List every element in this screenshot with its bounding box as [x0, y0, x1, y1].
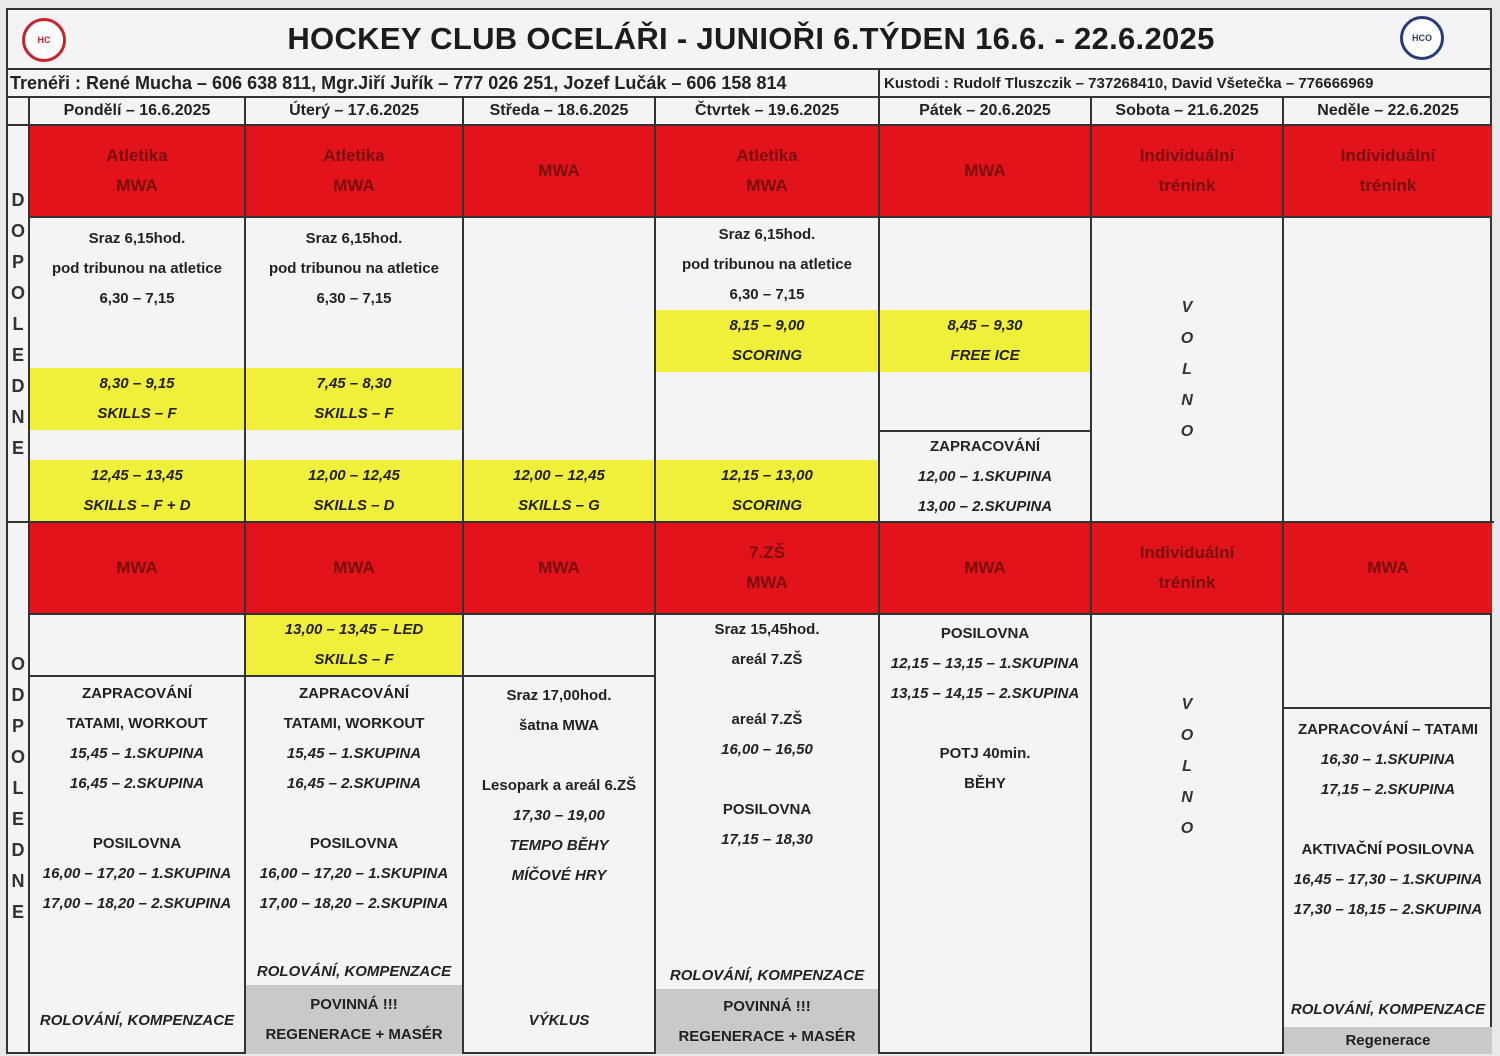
schedule-sheet	[6, 8, 1492, 1054]
pm-tue-regeneration: POVINNÁ !!! REGENERACE + MASÉR	[246, 985, 464, 1054]
pm-tue-program: ZAPRACOVÁNÍ TATAMI, WORKOUT 15,45 – 1.SKUPINA 16,45 – 2.SKUPINA POSILOVNA 16,00 – 17,20 – 1.SKUPINA 17,00 – 18,20 – 2.SKUPINA	[246, 677, 464, 959]
am-tue-skills-2: 12,00 – 12,45 SKILLS – D	[246, 460, 464, 521]
pm-thu-regeneration: POVINNÁ !!! REGENERACE + MASÉR	[656, 989, 880, 1054]
pm-sun-rolling: ROLOVÁNÍ, KOMPENZACE	[1290, 1001, 1486, 1018]
am-fri-warmup: ZAPRACOVÁNÍ 12,00 – 1.SKUPINA 13,00 – 2.SKUPINA	[880, 432, 1092, 521]
am-thu-gap	[656, 372, 880, 460]
am-sat-free: V O L N O	[1092, 218, 1284, 521]
pm-fri-program: POSILOVNA 12,15 – 13,15 – 1.SKUPINA 13,15 – 14,15 – 2.SKUPINA POTJ 40min. BĚHY	[880, 615, 1092, 1054]
side-label-morning: D O P O L E D N E	[8, 126, 30, 522]
pm-wed-program: Sraz 17,00hod. šatna MWA Lesopark a areál 6.ZŠ 17,30 – 19,00 TEMPO BĚHY MÍČOVÉ HRY	[464, 677, 656, 987]
pm-tue-rolling: ROLOVÁNÍ, KOMPENZACE	[246, 959, 464, 985]
pm-mon-program: ZAPRACOVÁNÍ TATAMI, WORKOUT 15,45 – 1.SKUPINA 16,45 – 2.SKUPINA POSILOVNA 16,00 – 17,20 – 1.SKUPINA 17,00 – 18,20 – 2.SKUPINA	[30, 677, 246, 987]
am-mon-gap	[30, 430, 246, 460]
pm-thu-rolling: ROLOVÁNÍ, KOMPENZACE	[656, 963, 880, 989]
am-tue-gap	[246, 430, 464, 460]
am-red-fri: MWA	[880, 126, 1092, 218]
am-fri-gap	[880, 372, 1092, 432]
am-red-sun: Individuální trénink	[1284, 126, 1492, 218]
pm-red-tue: MWA	[246, 523, 464, 615]
side-label-afternoon: O D P O L E D N E	[8, 523, 30, 1054]
am-red-tue: Atletika MWA	[246, 126, 464, 218]
coaches-info: Trenéři : René Mucha – 606 638 811, Mgr.Jiří Juřík – 777 026 251, Jozef Lučák – 606 158 814	[8, 68, 880, 96]
pm-mon-empty	[30, 615, 246, 677]
pm-sun-regeneration: Regenerace	[1284, 1027, 1492, 1054]
am-red-mon: Atletika MWA	[30, 126, 246, 218]
club-logo-right-icon: HCO	[1400, 16, 1444, 60]
day-header-tue: Úterý – 17.6.2025	[246, 96, 464, 126]
am-wed-empty	[464, 218, 656, 460]
am-thu-scoring-2: 12,15 – 13,00 SCORING	[656, 460, 880, 521]
keepers-info: Kustodi : Rudolf Tluszczik – 737268410, David Všetečka – 776666969	[880, 68, 1492, 96]
am-red-wed: MWA	[464, 126, 656, 218]
am-thu-meet: Sraz 6,15hod. pod tribunou na atletice 6,30 – 7,15	[656, 218, 880, 310]
day-header-wed: Středa – 18.6.2025	[464, 96, 656, 126]
am-mon-skills-2: 12,45 – 13,45 SKILLS – F + D	[30, 460, 246, 521]
pm-red-fri: MWA	[880, 523, 1092, 615]
am-fri-empty	[880, 218, 1092, 310]
am-sun-empty	[1284, 218, 1492, 521]
am-thu-scoring-1: 8,15 – 9,00 SCORING	[656, 310, 880, 372]
pm-wed-cooldown: VÝKLUS	[464, 987, 656, 1054]
pm-sun-empty	[1284, 615, 1492, 709]
pm-sat-free: V O L N O	[1092, 615, 1284, 1054]
am-red-thu: Atletika MWA	[656, 126, 880, 218]
am-tue-skills-1: 7,45 – 8,30 SKILLS – F	[246, 368, 464, 430]
pm-red-thu: 7.ZŠ MWA	[656, 523, 880, 615]
day-header-mon: Pondělí – 16.6.2025	[30, 96, 246, 126]
pm-wed-empty	[464, 615, 656, 677]
pm-red-wed: MWA	[464, 523, 656, 615]
am-mon-meet: Sraz 6,15hod. pod tribunou na atletice 6,30 – 7,15	[30, 218, 246, 368]
pm-tue-ice: 13,00 – 13,45 – LED SKILLS – F	[246, 615, 464, 677]
day-header-thu: Čtvrtek – 19.6.2025	[656, 96, 880, 126]
am-mon-skills-1: 8,30 – 9,15 SKILLS – F	[30, 368, 246, 430]
pm-red-mon: MWA	[30, 523, 246, 615]
day-header-sun: Neděle – 22.6.2025	[1284, 96, 1492, 126]
day-header-fri: Pátek – 20.6.2025	[880, 96, 1092, 126]
day-header-sat: Sobota – 21.6.2025	[1092, 96, 1284, 126]
am-red-sat: Individuální trénink	[1092, 126, 1284, 218]
pm-mon-rolling: ROLOVÁNÍ, KOMPENZACE	[30, 987, 246, 1054]
am-wed-skills: 12,00 – 12,45 SKILLS – G	[464, 460, 656, 521]
page-title: HOCKEY CLUB OCELÁŘI - JUNIOŘI 6.TÝDEN 16.6. - 22.6.2025	[287, 21, 1215, 56]
am-fri-free-ice: 8,45 – 9,30 FREE ICE	[880, 310, 1092, 372]
pm-red-sat: Individuální trénink	[1092, 523, 1284, 615]
am-tue-meet: Sraz 6,15hod. pod tribunou na atletice 6,30 – 7,15	[246, 218, 464, 368]
club-logo-left-icon: HC	[22, 18, 66, 62]
corner-cell	[8, 96, 30, 126]
pm-red-sun: MWA	[1284, 523, 1492, 615]
pm-sun-program: ZAPRACOVÁNÍ – TATAMI 16,30 – 1.SKUPINA 17,15 – 2.SKUPINA AKTIVAČNÍ POSILOVNA 16,45 – 17,30 – 1.SKUPINA 17,30 – 18,15 – 2.SKUPINA	[1293, 721, 1483, 918]
pm-thu-program: Sraz 15,45hod. areál 7.ZŠ areál 7.ZŠ 16,00 – 16,50 POSILOVNA 17,15 – 18,30	[656, 615, 880, 965]
